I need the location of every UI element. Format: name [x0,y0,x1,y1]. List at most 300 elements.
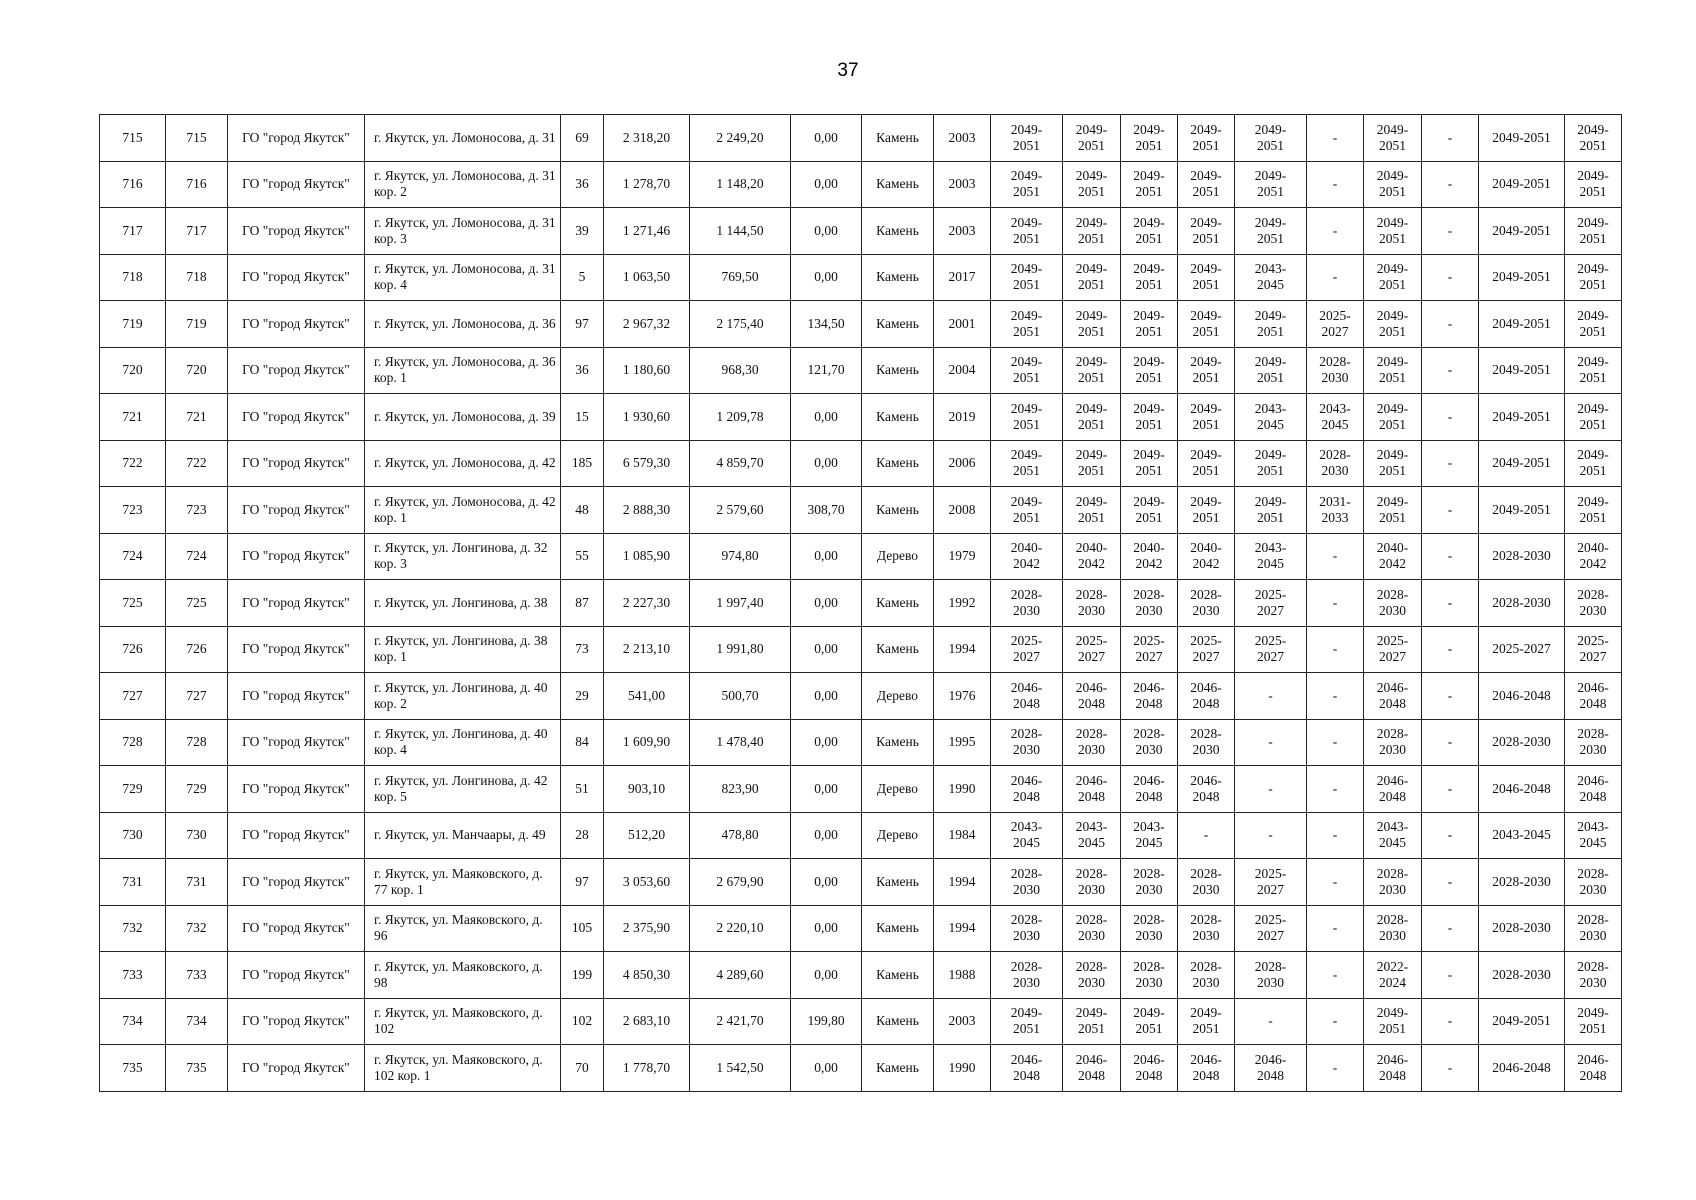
work-period-cell: 2049- 2051 [1121,347,1178,394]
work-period-cell: 2028- 2030 [1364,580,1422,627]
year-built-cell: 2004 [934,347,991,394]
address-cell: г. Якутск, ул. Лонгинова, д. 32 кор. 3 [365,533,561,580]
work-period-cell: - [1307,905,1364,952]
work-period-cell: 2049- 2051 [1178,440,1235,487]
row-number-cell: 730 [100,812,166,859]
work-period-cell: 2049- 2051 [1235,440,1307,487]
work-period-cell: - [1307,208,1364,255]
residents-cell: 29 [561,673,604,720]
address-cell: г. Якутск, ул. Ломоносова, д. 42 кор. 1 [365,487,561,534]
object-number-cell: 730 [166,812,228,859]
work-period-cell: - [1422,161,1479,208]
year-built-cell: 2008 [934,487,991,534]
work-period-cell: 2028- 2030 [1565,952,1622,999]
wall-material-cell: Камень [862,626,934,673]
residents-cell: 36 [561,161,604,208]
work-period-cell: 2028- 2030 [1121,719,1178,766]
work-period-cell: - [1422,487,1479,534]
row-number-cell: 727 [100,673,166,720]
overall-period-cell: 2049-2051 [1479,254,1565,301]
work-period-cell: 2046- 2048 [991,766,1063,813]
work-period-cell: - [1422,626,1479,673]
work-period-cell: - [1178,812,1235,859]
row-number-cell: 729 [100,766,166,813]
total-area-cell: 1 180,60 [604,347,690,394]
municipality-cell: ГО "город Якутск" [228,161,365,208]
nonresidential-area-cell: 0,00 [791,952,862,999]
work-period-cell: 2049- 2051 [1364,998,1422,1045]
wall-material-cell: Камень [862,859,934,906]
year-built-cell: 2006 [934,440,991,487]
nonresidential-area-cell: 199,80 [791,998,862,1045]
living-area-cell: 1 542,50 [690,1045,791,1092]
living-area-cell: 2 249,20 [690,115,791,162]
overall-period-cell: 2046-2048 [1479,766,1565,813]
object-number-cell: 721 [166,394,228,441]
work-period-cell: 2028- 2030 [1121,952,1178,999]
work-period-cell: 2049- 2051 [991,487,1063,534]
work-period-cell: 2049- 2051 [1364,394,1422,441]
address-cell: г. Якутск, ул. Ломоносова, д. 31 кор. 2 [365,161,561,208]
table-row [100,208,1622,255]
living-area-cell: 1 144,50 [690,208,791,255]
overall-period-cell: 2028-2030 [1479,952,1565,999]
overall-period-cell: 2028-2030 [1479,859,1565,906]
work-period-cell: 2022- 2024 [1364,952,1422,999]
nonresidential-area-cell: 0,00 [791,812,862,859]
nonresidential-area-cell: 308,70 [791,487,862,534]
living-area-cell: 500,70 [690,673,791,720]
work-period-cell: - [1307,1045,1364,1092]
table-row [100,719,1622,766]
work-period-cell: 2043- 2045 [1307,394,1364,441]
nonresidential-area-cell: 0,00 [791,859,862,906]
work-period-cell: 2028- 2030 [1121,859,1178,906]
work-period-cell: 2049- 2051 [1063,254,1121,301]
row-number-cell: 715 [100,115,166,162]
living-area-cell: 4 289,60 [690,952,791,999]
year-built-cell: 2001 [934,301,991,348]
year-built-cell: 1990 [934,1045,991,1092]
wall-material-cell: Камень [862,952,934,999]
work-period-cell: 2049- 2051 [1565,301,1622,348]
address-cell: г. Якутск, ул. Ломоносова, д. 39 [365,394,561,441]
work-period-cell: 2049- 2051 [991,161,1063,208]
year-built-cell: 2003 [934,998,991,1045]
work-period-cell: 2028- 2030 [991,719,1063,766]
living-area-cell: 1 997,40 [690,580,791,627]
work-period-cell: 2049- 2051 [1178,115,1235,162]
table-row [100,254,1622,301]
overall-period-cell: 2049-2051 [1479,998,1565,1045]
work-period-cell: 2046- 2048 [1364,766,1422,813]
work-period-cell: 2049- 2051 [1178,208,1235,255]
living-area-cell: 769,50 [690,254,791,301]
work-period-cell: 2049- 2051 [1121,254,1178,301]
object-number-cell: 715 [166,115,228,162]
living-area-cell: 2 220,10 [690,905,791,952]
nonresidential-area-cell: 0,00 [791,766,862,813]
work-period-cell: 2049- 2051 [1121,208,1178,255]
table-row [100,161,1622,208]
row-number-cell: 728 [100,719,166,766]
work-period-cell: 2028- 2030 [991,905,1063,952]
work-period-cell: - [1422,998,1479,1045]
work-period-cell: 2049- 2051 [1121,487,1178,534]
living-area-cell: 968,30 [690,347,791,394]
work-period-cell: 2049- 2051 [1565,208,1622,255]
work-period-cell: 2028- 2030 [991,859,1063,906]
overall-period-cell: 2028-2030 [1479,580,1565,627]
municipality-cell: ГО "город Якутск" [228,905,365,952]
residents-cell: 28 [561,812,604,859]
total-area-cell: 1 930,60 [604,394,690,441]
table-row [100,301,1622,348]
total-area-cell: 2 967,32 [604,301,690,348]
year-built-cell: 2017 [934,254,991,301]
work-period-cell: - [1422,115,1479,162]
work-period-cell: 2046- 2048 [991,673,1063,720]
address-cell: г. Якутск, ул. Ломоносова, д. 31 кор. 4 [365,254,561,301]
work-period-cell: - [1235,998,1307,1045]
year-built-cell: 1976 [934,673,991,720]
municipality-cell: ГО "город Якутск" [228,115,365,162]
row-number-cell: 723 [100,487,166,534]
work-period-cell: 2028- 2030 [1063,859,1121,906]
work-period-cell: - [1307,626,1364,673]
work-period-cell: 2049- 2051 [1063,998,1121,1045]
nonresidential-area-cell: 0,00 [791,254,862,301]
work-period-cell: - [1422,254,1479,301]
work-period-cell: 2046- 2048 [1235,1045,1307,1092]
work-period-cell: 2049- 2051 [1178,254,1235,301]
living-area-cell: 2 421,70 [690,998,791,1045]
table-row [100,347,1622,394]
work-period-cell: 2049- 2051 [1178,998,1235,1045]
total-area-cell: 903,10 [604,766,690,813]
total-area-cell: 1 778,70 [604,1045,690,1092]
work-period-cell: 2049- 2051 [991,254,1063,301]
work-period-cell: 2040- 2042 [1121,533,1178,580]
residents-cell: 51 [561,766,604,813]
work-period-cell: 2025- 2027 [991,626,1063,673]
work-period-cell: 2025- 2027 [1121,626,1178,673]
nonresidential-area-cell: 0,00 [791,580,862,627]
wall-material-cell: Камень [862,301,934,348]
work-period-cell: - [1422,580,1479,627]
work-period-cell: 2040- 2042 [1565,533,1622,580]
work-period-cell: 2049- 2051 [1063,440,1121,487]
address-cell: г. Якутск, ул. Лонгинова, д. 42 кор. 5 [365,766,561,813]
residents-cell: 15 [561,394,604,441]
work-period-cell: 2049- 2051 [1121,394,1178,441]
work-period-cell: 2049- 2051 [1364,440,1422,487]
object-number-cell: 731 [166,859,228,906]
work-period-cell: 2049- 2051 [1063,394,1121,441]
residents-cell: 70 [561,1045,604,1092]
municipality-cell: ГО "город Якутск" [228,208,365,255]
object-number-cell: 723 [166,487,228,534]
work-period-cell: 2049- 2051 [1364,115,1422,162]
work-period-cell: 2025- 2027 [1063,626,1121,673]
work-period-cell: - [1422,673,1479,720]
residents-cell: 185 [561,440,604,487]
work-period-cell: - [1307,533,1364,580]
table-row [100,115,1622,162]
address-cell: г. Якутск, ул. Ломоносова, д. 31 кор. 3 [365,208,561,255]
work-period-cell: - [1422,905,1479,952]
work-period-cell: 2028- 2030 [1121,905,1178,952]
work-period-cell: 2049- 2051 [1565,440,1622,487]
object-number-cell: 733 [166,952,228,999]
table-body [100,115,1622,1092]
work-period-cell: 2040- 2042 [1063,533,1121,580]
residents-cell: 97 [561,859,604,906]
work-period-cell: - [1422,301,1479,348]
overall-period-cell: 2028-2030 [1479,905,1565,952]
work-period-cell: 2046- 2048 [1063,673,1121,720]
object-number-cell: 727 [166,673,228,720]
row-number-cell: 716 [100,161,166,208]
address-cell: г. Якутск, ул. Ломоносова, д. 36 кор. 1 [365,347,561,394]
work-period-cell: 2049- 2051 [1235,161,1307,208]
work-period-cell: 2049- 2051 [1565,254,1622,301]
page-number: 37 [837,60,859,81]
work-period-cell: 2049- 2051 [1364,161,1422,208]
object-number-cell: 720 [166,347,228,394]
year-built-cell: 1994 [934,859,991,906]
wall-material-cell: Камень [862,1045,934,1092]
work-period-cell: - [1422,533,1479,580]
living-area-cell: 478,80 [690,812,791,859]
work-period-cell: 2049- 2051 [1235,487,1307,534]
work-period-cell: 2025- 2027 [1178,626,1235,673]
overall-period-cell: 2049-2051 [1479,347,1565,394]
work-period-cell: 2049- 2051 [1178,347,1235,394]
work-period-cell: - [1307,161,1364,208]
work-period-cell: 2028- 2030 [1121,580,1178,627]
work-period-cell: 2049- 2051 [1364,347,1422,394]
nonresidential-area-cell: 0,00 [791,1045,862,1092]
wall-material-cell: Дерево [862,533,934,580]
work-period-cell: 2046- 2048 [1364,1045,1422,1092]
work-period-cell: 2028- 2030 [1364,905,1422,952]
work-period-cell: - [1422,812,1479,859]
work-period-cell: - [1422,719,1479,766]
wall-material-cell: Камень [862,347,934,394]
work-period-cell: 2025- 2027 [1235,626,1307,673]
municipality-cell: ГО "город Якутск" [228,766,365,813]
year-built-cell: 1979 [934,533,991,580]
total-area-cell: 2 375,90 [604,905,690,952]
work-period-cell: 2043- 2045 [1235,394,1307,441]
living-area-cell: 1 478,40 [690,719,791,766]
work-period-cell: 2043- 2045 [1121,812,1178,859]
work-period-cell: - [1307,673,1364,720]
work-period-cell: 2049- 2051 [1063,487,1121,534]
residents-cell: 36 [561,347,604,394]
object-number-cell: 726 [166,626,228,673]
year-built-cell: 2003 [934,115,991,162]
work-period-cell: - [1422,1045,1479,1092]
work-period-cell: 2049- 2051 [991,440,1063,487]
work-period-cell: 2049- 2051 [1063,161,1121,208]
work-period-cell: - [1235,766,1307,813]
object-number-cell: 717 [166,208,228,255]
total-area-cell: 541,00 [604,673,690,720]
row-number-cell: 720 [100,347,166,394]
nonresidential-area-cell: 0,00 [791,394,862,441]
work-period-cell: 2046- 2048 [1565,766,1622,813]
row-number-cell: 721 [100,394,166,441]
work-period-cell: 2049- 2051 [1565,394,1622,441]
living-area-cell: 974,80 [690,533,791,580]
work-period-cell: - [1307,766,1364,813]
row-number-cell: 724 [100,533,166,580]
work-period-cell: 2028- 2030 [1565,859,1622,906]
work-period-cell: 2046- 2048 [1063,766,1121,813]
work-period-cell: - [1422,766,1479,813]
work-period-cell: - [1307,115,1364,162]
work-period-cell: 2049- 2051 [1063,301,1121,348]
total-area-cell: 2 227,30 [604,580,690,627]
work-period-cell: 2049- 2051 [1565,347,1622,394]
municipality-cell: ГО "город Якутск" [228,626,365,673]
work-period-cell: - [1307,254,1364,301]
overall-period-cell: 2046-2048 [1479,673,1565,720]
work-period-cell: 2049- 2051 [1063,347,1121,394]
overall-period-cell: 2049-2051 [1479,487,1565,534]
overall-period-cell: 2025-2027 [1479,626,1565,673]
work-period-cell: 2040- 2042 [991,533,1063,580]
wall-material-cell: Дерево [862,766,934,813]
wall-material-cell: Камень [862,394,934,441]
work-period-cell: 2028- 2030 [1063,719,1121,766]
work-period-cell: 2049- 2051 [1121,115,1178,162]
work-period-cell: - [1307,859,1364,906]
nonresidential-area-cell: 0,00 [791,626,862,673]
wall-material-cell: Камень [862,115,934,162]
wall-material-cell: Камень [862,254,934,301]
work-period-cell: 2040- 2042 [1364,533,1422,580]
wall-material-cell: Камень [862,161,934,208]
address-cell: г. Якутск, ул. Лонгинова, д. 40 кор. 2 [365,673,561,720]
address-cell: г. Якутск, ул. Ломоносова, д. 31 [365,115,561,162]
work-period-cell: 2046- 2048 [1565,673,1622,720]
wall-material-cell: Дерево [862,812,934,859]
residents-cell: 5 [561,254,604,301]
work-period-cell: 2025- 2027 [1307,301,1364,348]
work-period-cell: 2049- 2051 [991,301,1063,348]
total-area-cell: 3 053,60 [604,859,690,906]
address-cell: г. Якутск, ул. Маяковского, д. 102 [365,998,561,1045]
row-number-cell: 735 [100,1045,166,1092]
row-number-cell: 718 [100,254,166,301]
total-area-cell: 4 850,30 [604,952,690,999]
work-period-cell: - [1422,394,1479,441]
total-area-cell: 1 085,90 [604,533,690,580]
overall-period-cell: 2049-2051 [1479,394,1565,441]
work-period-cell: 2049- 2051 [1121,998,1178,1045]
work-period-cell: 2049- 2051 [1565,487,1622,534]
work-period-cell: 2025- 2027 [1565,626,1622,673]
living-area-cell: 823,90 [690,766,791,813]
municipality-cell: ГО "город Якутск" [228,533,365,580]
address-cell: г. Якутск, ул. Маяковского, д. 98 [365,952,561,999]
municipality-cell: ГО "город Якутск" [228,394,365,441]
object-number-cell: 724 [166,533,228,580]
work-period-cell: 2028- 2030 [1178,905,1235,952]
wall-material-cell: Дерево [862,673,934,720]
living-area-cell: 2 175,40 [690,301,791,348]
work-period-cell: 2046- 2048 [1178,766,1235,813]
table-row [100,673,1622,720]
work-period-cell: 2049- 2051 [1364,487,1422,534]
overall-period-cell: 2049-2051 [1479,115,1565,162]
table-row [100,533,1622,580]
total-area-cell: 2 888,30 [604,487,690,534]
work-period-cell: 2043- 2045 [1235,533,1307,580]
year-built-cell: 1990 [934,766,991,813]
municipality-cell: ГО "город Якутск" [228,347,365,394]
residents-cell: 55 [561,533,604,580]
municipality-cell: ГО "город Якутск" [228,719,365,766]
address-cell: г. Якутск, ул. Маяковского, д. 96 [365,905,561,952]
row-number-cell: 734 [100,998,166,1045]
work-period-cell: 2049- 2051 [1121,301,1178,348]
work-period-cell: 2049- 2051 [1063,115,1121,162]
nonresidential-area-cell: 0,00 [791,533,862,580]
overall-period-cell: 2046-2048 [1479,1045,1565,1092]
residents-cell: 199 [561,952,604,999]
work-period-cell: 2049- 2051 [1235,301,1307,348]
table-row [100,766,1622,813]
work-period-cell: 2049- 2051 [991,394,1063,441]
nonresidential-area-cell: 0,00 [791,115,862,162]
housing-registry-table [99,114,1622,1092]
address-cell: г. Якутск, ул. Лонгинова, д. 38 кор. 1 [365,626,561,673]
overall-period-cell: 2049-2051 [1479,440,1565,487]
work-period-cell: - [1422,859,1479,906]
work-period-cell: 2049- 2051 [1364,208,1422,255]
overall-period-cell: 2049-2051 [1479,208,1565,255]
year-built-cell: 2019 [934,394,991,441]
total-area-cell: 1 609,90 [604,719,690,766]
nonresidential-area-cell: 0,00 [791,719,862,766]
work-period-cell: - [1235,673,1307,720]
work-period-cell: 2049- 2051 [1121,440,1178,487]
work-period-cell: 2025- 2027 [1235,859,1307,906]
wall-material-cell: Камень [862,487,934,534]
living-area-cell: 1 991,80 [690,626,791,673]
work-period-cell: 2028- 2030 [1364,719,1422,766]
table-row [100,626,1622,673]
work-period-cell: 2028- 2030 [1063,952,1121,999]
total-area-cell: 6 579,30 [604,440,690,487]
work-period-cell: 2049- 2051 [1364,254,1422,301]
object-number-cell: 725 [166,580,228,627]
work-period-cell: 2049- 2051 [1235,115,1307,162]
work-period-cell: 2028- 2030 [1307,347,1364,394]
residents-cell: 69 [561,115,604,162]
work-period-cell: 2028- 2030 [1178,952,1235,999]
work-period-cell: 2046- 2048 [1121,766,1178,813]
row-number-cell: 732 [100,905,166,952]
work-period-cell: 2049- 2051 [991,115,1063,162]
table-row [100,580,1622,627]
nonresidential-area-cell: 0,00 [791,161,862,208]
residents-cell: 39 [561,208,604,255]
